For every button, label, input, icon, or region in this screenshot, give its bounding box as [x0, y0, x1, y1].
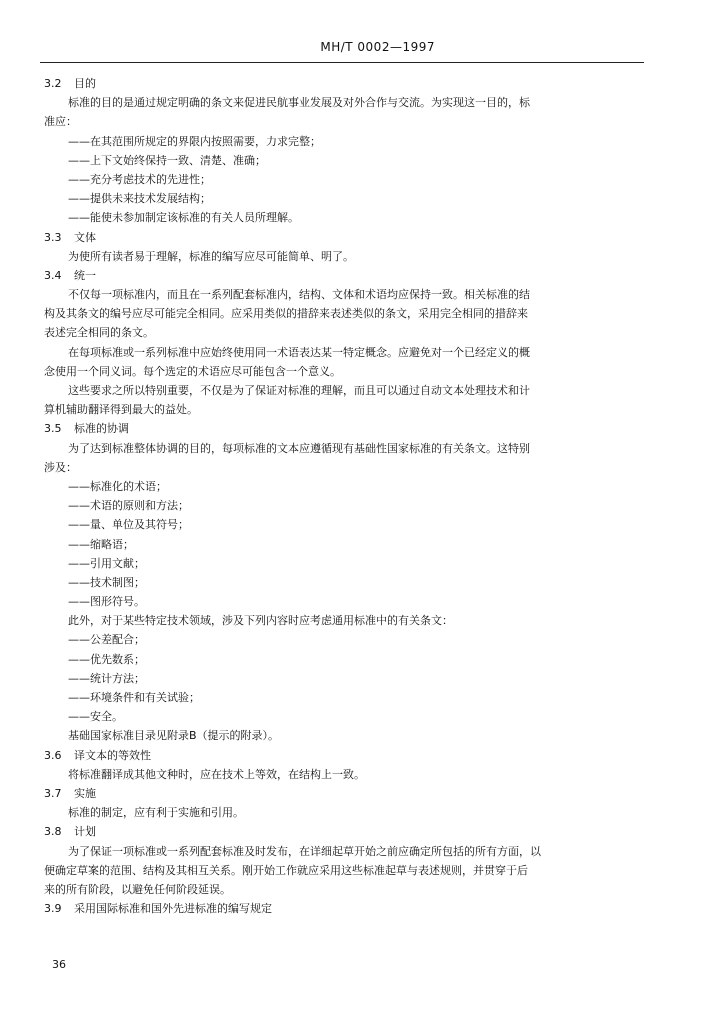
paragraph-line: 基础国家标准目录见附录B（提示的附录）。	[68, 729, 280, 743]
paragraph-line: 标准的制定，应有利于实施和引用。	[68, 806, 244, 820]
paragraph-line: 标准的目的是通过规定明确的条文来促进民航事业发展及对外合作与交流。为实现这一目的，标	[68, 96, 530, 110]
paragraph-line: 这些要求之所以特别重要，不仅是为了保证对标准的理解，而且可以通过自动文本处理技术和计	[68, 384, 530, 397]
list-item: ——术语的原则和方法；	[68, 499, 189, 513]
section-number: 3.4	[44, 268, 62, 282]
section-number: 3.8	[44, 825, 62, 839]
section-number: 3.9	[44, 902, 62, 916]
paragraph-line: 便确定草案的范围、结构及其相互关系。刚开始工作就应采用这些标准起草与表述规则，并贯穿于后	[44, 863, 528, 877]
list-item: ——优先数系；	[68, 652, 145, 666]
list-item: ——量、单位及其符号；	[68, 518, 189, 532]
list-item: ——能使未参加制定该标准的有关人员所理解。	[68, 211, 299, 225]
section-heading	[44, 266, 640, 285]
list-item: ——环境条件和有关试验；	[68, 691, 200, 704]
paragraph-line: 构及其条文的编号应尽可能完全相同。应采用类似的措辞来表述类似的条文，采用完全相同的措辞来	[44, 307, 528, 321]
section-title: 计划	[74, 825, 96, 839]
section-heading	[44, 822, 640, 841]
page-number: 36	[52, 958, 66, 971]
paragraph-line: 算机辅助翻译得到最大的益处。	[44, 403, 198, 417]
section-title: 标准的协调	[74, 422, 129, 436]
list-item: ——缩略语；	[68, 537, 134, 551]
section-title: 目的	[74, 77, 96, 90]
section-heading	[44, 419, 640, 438]
list-item: ——充分考虑技术的先进性；	[68, 172, 211, 186]
paragraph-line: 将标准翻译成其他文种时，应在技术上等效，在结构上一致。	[68, 767, 365, 781]
list-item: ——上下文始终保持一致、清楚、准确；	[68, 153, 266, 167]
list-item: ——公差配合；	[68, 633, 145, 647]
section-number: 3.5	[44, 422, 62, 436]
section-number: 3.2	[44, 77, 62, 90]
section-title: 译文本的等效性	[74, 748, 151, 762]
list-item: ——标准化的术语；	[68, 479, 167, 493]
paragraph-line: 涉及：	[44, 460, 77, 474]
section-heading	[44, 746, 640, 765]
paragraph-line: 不仅每一项标准内，而且在一系列配套标准内，结构、文体和术语均应保持一致。相关标准的结	[68, 288, 530, 302]
section-title: 采用国际标准和国外先进标准的编写规定	[74, 902, 272, 916]
paragraph-line: 此外，对于某些特定技术领域，涉及下列内容时应考虑通用标准中的有关条文：	[68, 614, 453, 628]
section-number: 3.7	[44, 786, 62, 800]
section-heading	[44, 784, 640, 803]
section-title: 统一	[74, 268, 96, 282]
list-item: ——在其范围所规定的界限内按照需要，力求完整；	[68, 134, 321, 148]
section-heading	[44, 899, 640, 918]
section-heading	[44, 74, 640, 93]
paragraph-line: 在每项标准或一系列标准中应始终使用同一术语表达某一特定概念。应避免对一个已经定义的概	[68, 345, 530, 359]
list-item: ——统计方法；	[68, 671, 145, 685]
paragraph-line: 来的所有阶段，以避免任何阶段延误。	[44, 882, 231, 896]
list-item: ——提供未来技术发展结构；	[68, 192, 211, 206]
paragraph-line: 为了保证一项标准或一系列配套标准及时发布，在详细起草开始之前应确定所包括的所有方面，以	[68, 844, 541, 858]
section-title: 文体	[74, 230, 96, 244]
paragraph-line: 准应：	[44, 115, 77, 129]
section-title: 实施	[74, 786, 96, 800]
section-heading	[44, 228, 640, 247]
running-header	[40, 40, 640, 54]
paragraph-line: 为使所有读者易于理解，标准的编写应尽可能简单、明了。	[68, 249, 354, 263]
paragraph-line: 念使用一个同义词。每个选定的术语应尽可能包含一个意义。	[44, 364, 341, 378]
header-rule	[40, 62, 644, 63]
document-body	[44, 74, 640, 918]
paragraph-line: 为了达到标准整体协调的目的，每项标准的文本应遵循现有基础性国家标准的有关条文。这特别	[68, 441, 530, 455]
list-item: ——安全。	[68, 710, 123, 724]
doc-code: MH/T 0002—1997	[320, 40, 435, 54]
list-item: ——引用文献；	[68, 556, 145, 570]
list-item: ——图形符号。	[68, 595, 145, 609]
paragraph-line: 表述完全相同的条文。	[44, 326, 154, 340]
list-item: ——技术制图；	[68, 575, 145, 589]
section-number: 3.6	[44, 748, 62, 762]
section-number: 3.3	[44, 230, 62, 244]
